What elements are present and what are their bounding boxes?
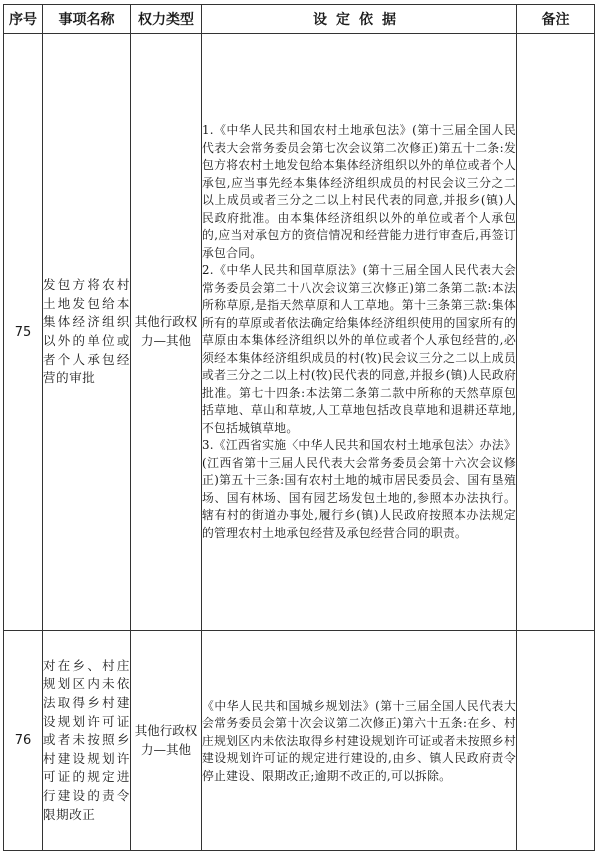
row-item-name: 对在乡、村庄规划区内未依法取得乡村建设规划许可证或者未按照乡村建设规划许可证的规定进行建设的责令限期改正	[43, 631, 131, 851]
row-basis	[202, 34, 517, 631]
row-remark	[517, 34, 595, 631]
header-row	[4, 5, 595, 34]
header-basis: 设定依据	[202, 5, 517, 34]
header-seq: 序号	[4, 5, 43, 34]
header-remark: 备注	[517, 5, 595, 34]
row-seq: 75	[4, 34, 43, 631]
row-item-name: 发包方将农村土地发包给本集体经济组织以外的单位或者个人承包经营的审批	[43, 34, 131, 631]
row-power-type: 其他行政权力—其他	[131, 34, 202, 631]
basis-paragraph: 《中华人民共和国城乡规划法》(第十三届全国人民代表大会常务委员会第十次会议第二次修正)第六十五条:在乡、村庄规划区内未依法取得乡村建设规划许可证或者未按照乡村建设规划许可证的规定进行建设的,由乡、镇人民政府责令停止建设、限期改正;逾期不改正的,可以拆除。	[202, 698, 516, 783]
authority-table	[3, 4, 595, 851]
row-basis	[202, 631, 517, 851]
basis-paragraph: 2.《中华人民共和国草原法》(第十三届全国人民代表大会常务委员会第二十八次会议第三次修正)第二条第二款:本法所称草原,是指天然草原和人工草地。第十三条第三款:集体所有的草原或者依法确定给集体经济组织使用的国家所有的草原由本集体经济组织以外的单位或者个人承包经营的,必须经本集体经济组织成员的村(牧)民会议三分之二以上成员或者三分之二以上村(牧)民代表的同意,并报乡(镇)人民政府批准。第七十四条:本法第二条第二款中所称的天然草原包括草地、草山和草坡,人工草地包括改良草地和退耕还草地,不包括城镇草地。	[202, 263, 516, 435]
table-row	[4, 34, 595, 631]
header-power-type: 权力类型	[131, 5, 202, 34]
basis-paragraph: 1.《中华人民共和国农村土地承包法》(第十三届全国人民代表大会常务委员会第七次会议第二次修正)第五十二条:发包方将农村土地发包给本集体经济组织以外的单位或者个人承包,应当事先经本集体经济组织成员的村民会议三分之二以上成员或者三分之二以上村民代表的同意,并报乡(镇)人民政府批准。由本集体经济组织以外的单位或者个人承包的,应当对承包方的资信情况和经营能力进行审查后,再签订承包合同。	[202, 123, 516, 260]
row-remark	[517, 631, 595, 851]
table-row	[4, 631, 595, 851]
row-power-type: 其他行政权力—其他	[131, 631, 202, 851]
basis-paragraph: 3.《江西省实施〈中华人民共和国农村土地承包法〉办法》(江西省第十三届人民代表大会常务委员会第十六次会议修正)第五十三条:国有农村土地的城市居民委员会、国有垦殖场、国有林场、国有园艺场发包土地的,参照本办法执行。辖有村的街道办事处,履行乡(镇)人民政府按照本办法规定的管理农村土地承包经营及承包经营合同的职责。	[202, 438, 516, 540]
header-item-name: 事项名称	[43, 5, 131, 34]
row-seq: 76	[4, 631, 43, 851]
